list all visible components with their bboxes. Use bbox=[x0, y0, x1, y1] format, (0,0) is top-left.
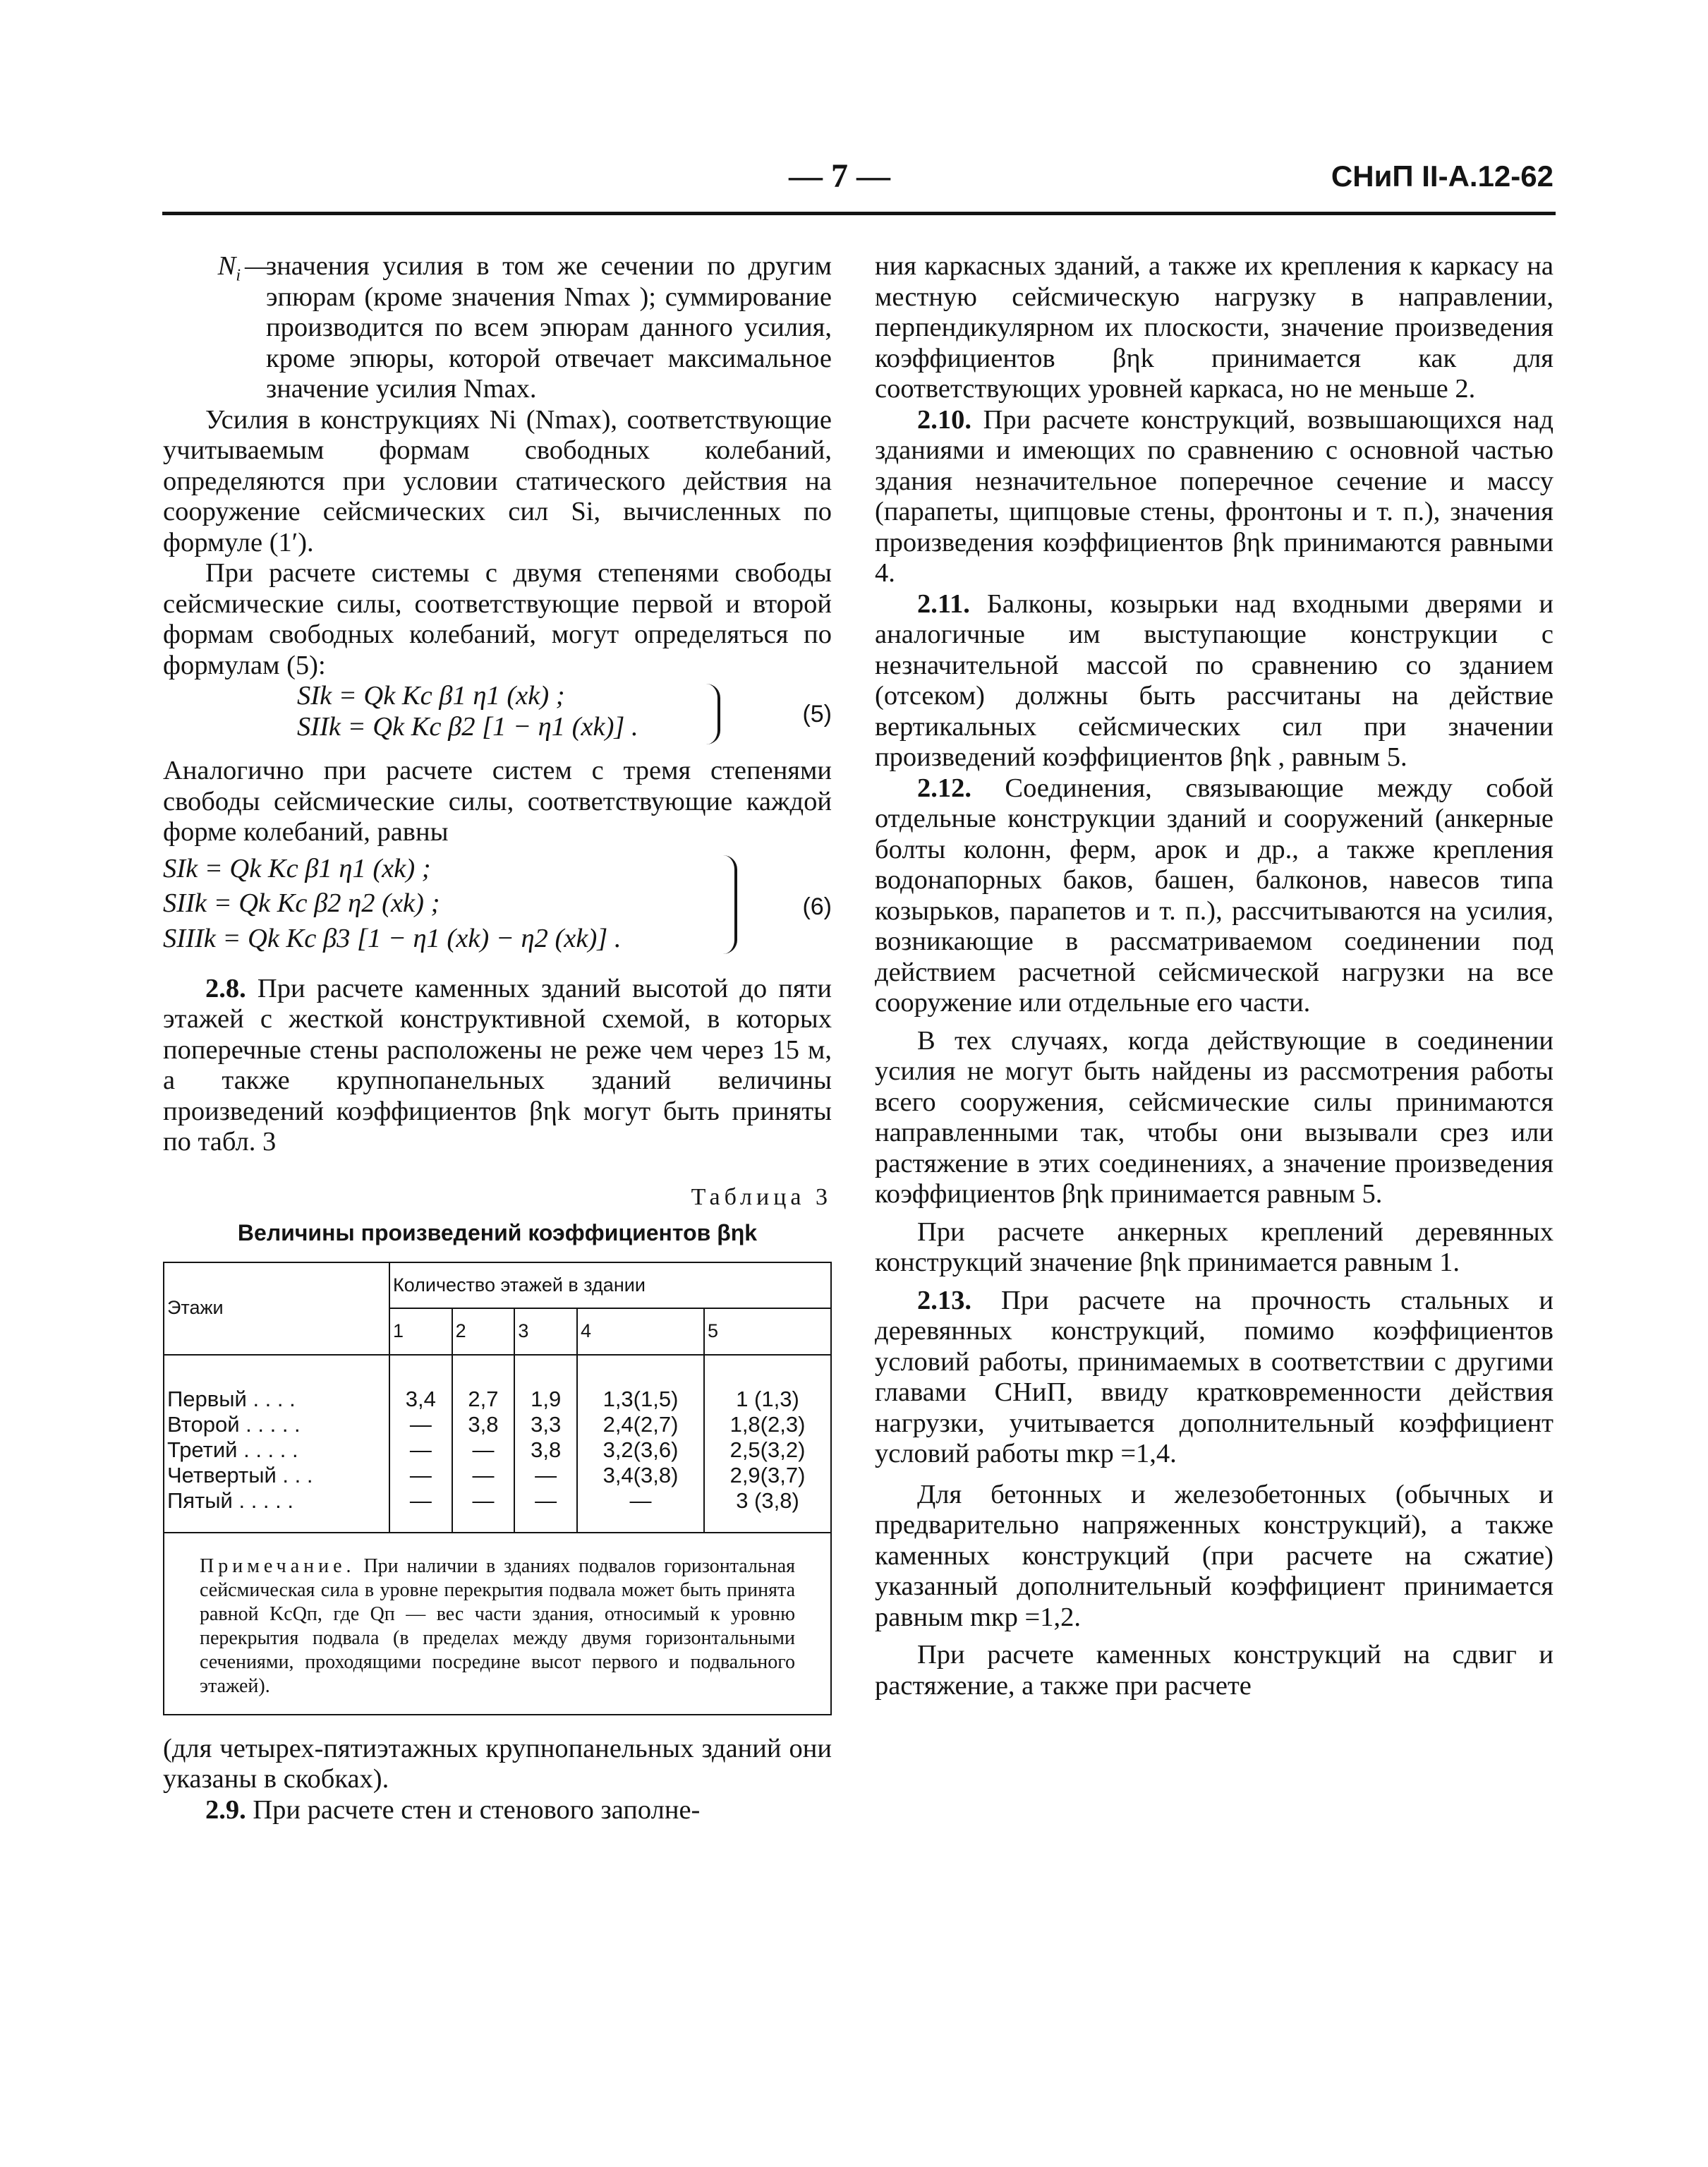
definition-ni bbox=[163, 251, 832, 405]
table-cell: 2,5(3,2) bbox=[704, 1437, 831, 1463]
table-cell: 1,9 bbox=[514, 1355, 577, 1412]
page-number: — 7 — bbox=[789, 157, 890, 195]
table-note-label: Примечание. bbox=[200, 1555, 356, 1577]
table-row bbox=[164, 1355, 831, 1412]
header-rule bbox=[162, 212, 1556, 215]
paragraph-forces: Усилия в конструкциях Ni (Nmax), соответствующие учитываемым формам свободных колебаний, определяются при условии статического действия на сооружение сейсмических сил Si, вычисленных по формуле (1′). bbox=[163, 404, 832, 557]
table-cell: 1,8(2,3) bbox=[704, 1412, 831, 1437]
formula-6-line-3: SIIIk = Qk Kc β3 [1 − η1 (xk) − η2 (xk)] . bbox=[163, 923, 622, 953]
table-cell: — bbox=[452, 1463, 515, 1488]
table-cell: — bbox=[577, 1488, 704, 1533]
clause-2-10-text: При расчете конструкций, возвышающихся над зданиями и имеющих по сравнению с основной частью здания незначительное поперечное сечение и массу (парапеты, щипцовые стены, фронтоны и т. п.), значения произведения коэффициентов βηk принимаются равными 4. bbox=[875, 404, 1553, 588]
table-cell: 2,4(2,7) bbox=[577, 1412, 704, 1437]
paragraph-2-8 bbox=[163, 974, 832, 1158]
table-cell: 1 (1,3) bbox=[704, 1355, 831, 1412]
right-column bbox=[875, 251, 1553, 1701]
paragraph-two-dof: При расчете системы с двумя степенями свободы сейсмические силы, соответствующие первой и второй формам свободных колебаний, могут определяться по формулам (5): bbox=[163, 558, 832, 680]
formula-5 bbox=[163, 681, 832, 749]
coefficient-table bbox=[163, 1262, 832, 1715]
formula-5-number: (5) bbox=[802, 701, 832, 728]
formula-5-line-1: SIk = Qk Kc β1 η1 (xk) ; bbox=[297, 681, 565, 711]
paragraph-concrete: Для бетонных и железобетонных (обычных и предварительно напряженных конструкций), а также каменных конструкций (при расчете на сжатие) указанный дополнительный коэффициент принимается равным mкр =1,2. bbox=[875, 1479, 1553, 1632]
table-cell: — bbox=[452, 1488, 515, 1533]
table-cell-floor: Первый . . . . bbox=[164, 1355, 389, 1412]
table-cell: 3,8 bbox=[452, 1412, 515, 1437]
paragraph-masonry: При расчете каменных конструкций на сдвиг и растяжение, а также при расчете bbox=[875, 1640, 1553, 1701]
table-header-group: Количество этажей в здании bbox=[389, 1262, 831, 1309]
table-note-text: При наличии в зданиях подвалов горизонтальная сейсмическая сила в уровне перекрытия подвала может быть принята равной KcQп, где Qп — вес части здания, относимый к уровню перекрытия подвала (в пределах между двумя горизонтальными сечениями, проходящими посредине высот первого и подвального этажей). bbox=[200, 1555, 796, 1697]
table-note-row bbox=[164, 1533, 831, 1715]
table-header-row bbox=[164, 1262, 831, 1309]
table-cell: — bbox=[389, 1488, 452, 1533]
paragraph-brackets: (для четырех-пятиэтажных крупнопанельных зданий они указаны в скобках). bbox=[163, 1733, 832, 1794]
table-cell-floor: Третий . . . . . bbox=[164, 1437, 389, 1463]
paragraph-2-12 bbox=[875, 773, 1553, 1019]
table-caption: Таблица 3 bbox=[691, 1183, 832, 1210]
paragraph-2-9 bbox=[163, 1795, 832, 1826]
table-cell: — bbox=[452, 1437, 515, 1463]
clause-2-13-number: 2.13. bbox=[917, 1285, 971, 1315]
paragraph-connections: В тех случаях, когда действующие в соединении усилия не могут быть найдены из рассмотрения работы всего сооружения, сейсмические силы принимаются направленными так, чтобы они вызывали срез или растяжение в этих соединениях, а значение произведения коэффициентов βηk принимается равным 5. bbox=[875, 1025, 1553, 1209]
table-cell: 3 (3,8) bbox=[704, 1488, 831, 1533]
table-cell: — bbox=[514, 1488, 577, 1533]
table-cell: — bbox=[389, 1437, 452, 1463]
table-cell-floor: Второй . . . . . bbox=[164, 1412, 389, 1437]
paragraph-anchors: При расчете анкерных креплений деревянных конструкций значение βηk принимается равным 1. bbox=[875, 1217, 1553, 1277]
formula-6-line-2: SIIk = Qk Kc β2 η2 (xk) ; bbox=[163, 888, 440, 918]
table-header-count: 1 bbox=[389, 1308, 452, 1355]
formula-6-number: (6) bbox=[802, 893, 832, 920]
definition-text: значения усилия в том же сечении по другим эпюрам (кроме значения Nmax ); суммирование производится по всем эпюрам данного усилия, кроме эпюры, которой отвечает максимальное значение усилия Nmax. bbox=[266, 251, 832, 404]
clause-2-10-number: 2.10. bbox=[917, 404, 971, 435]
table-row bbox=[164, 1412, 831, 1437]
clause-2-11-text: Балконы, козырьки над входными дверями и аналогичные им выступающие конструкции с незначительной массой по сравнению со зданием (отсеком) должны быть рассчитаны на действие вертикальных сейсмических сил при значении произведений коэффициентов βηk , равным 5. bbox=[875, 588, 1553, 772]
table-cell: — bbox=[514, 1463, 577, 1488]
paragraph-three-dof: Аналогично при расчете систем с тремя степенями свободы сейсмические силы, соответствующие каждой форме колебаний, равны bbox=[163, 756, 832, 847]
table-note bbox=[164, 1533, 831, 1715]
clause-2-12-text: Соединения, связывающие между собой отдельные конструкции зданий и сооружений (анкерные болты колонн, ферм, арок и др., а также крепления водонапорных баков, башен, балконов, навесов типа козырьков, парапетов и т. п.), рассчитываются на усилия, возникающие в рассматриваемом соединении под действием расчетной сейсмической нагрузки на все сооружение или отдельные его части. bbox=[875, 773, 1554, 1018]
table-cell: 3,3 bbox=[514, 1412, 577, 1437]
table-header-count: 3 bbox=[514, 1308, 577, 1355]
clause-2-11-number: 2.11. bbox=[917, 588, 970, 619]
formula-6 bbox=[163, 854, 832, 960]
table-cell: — bbox=[389, 1463, 452, 1488]
table-title: Величины произведений коэффициентов βηk bbox=[237, 1220, 758, 1245]
table-cell: 2,9(3,7) bbox=[704, 1463, 831, 1488]
formula-6-line-1: SIk = Qk Kc β1 η1 (xk) ; bbox=[163, 853, 431, 883]
paragraph-2-10 bbox=[875, 405, 1553, 589]
clause-2-13-text: При расчете на прочность стальных и деревянных конструкций, помимо коэффициентов условий работы, принимаемых в соответствии с другими главами СНиП, ввиду кратковременности действия нагрузки, учитывается дополнительный коэффициент условий работы mкр =1,4. bbox=[875, 1285, 1553, 1468]
table-cell: 3,8 bbox=[514, 1437, 577, 1463]
table-header-count: 2 bbox=[452, 1308, 515, 1355]
table-cell: 1,3(1,5) bbox=[577, 1355, 704, 1412]
table-header-floors: Этажи bbox=[164, 1262, 389, 1355]
table-cell: 3,2(3,6) bbox=[577, 1437, 704, 1463]
table-row bbox=[164, 1463, 831, 1488]
definition-symbol: $N_i$ bbox=[217, 251, 241, 285]
table-cell: 3,4(3,8) bbox=[577, 1463, 704, 1488]
paragraph-2-11 bbox=[875, 589, 1553, 773]
clause-2-9-number: 2.9. bbox=[205, 1794, 246, 1825]
table-cell: 3,4 bbox=[389, 1355, 452, 1412]
clause-2-9-text: При расчете стен и стенового заполне- bbox=[253, 1794, 701, 1825]
paragraph-frame-walls: ния каркасных зданий, а также их крепления к каркасу на местную сейсмическую нагрузку в направлении, перпендикулярном их плоскости, значение произведения коэффициентов βηk принимается как для соответствующих уровней каркаса, но не меньше 2. bbox=[875, 251, 1553, 404]
clause-2-8-text: При расчете каменных зданий высотой до пяти этажей с жесткой конструктивной схемой, в которых поперечные стены расположены не реже чем через 15 м, а также крупнопанельных зданий величины произведений коэффициентов βηk могут быть приняты по табл. 3 bbox=[163, 973, 832, 1157]
table-cell: 2,7 bbox=[452, 1355, 515, 1412]
document-code: СНиП II-А.12-62 bbox=[1331, 159, 1553, 193]
table-header-count: 4 bbox=[577, 1308, 704, 1355]
clause-2-8-number: 2.8. bbox=[205, 973, 246, 1003]
paragraph-2-13 bbox=[875, 1286, 1553, 1470]
definition-dash: — bbox=[245, 251, 272, 281]
table-row bbox=[164, 1437, 831, 1463]
formula-5-line-2: SIIk = Qk Kc β2 [1 − η1 (xk)] . bbox=[297, 711, 638, 742]
formula-6-brace bbox=[720, 855, 737, 954]
table-row bbox=[164, 1488, 831, 1533]
table-header-count: 5 bbox=[704, 1308, 831, 1355]
table-cell-floor: Пятый . . . . . bbox=[164, 1488, 389, 1533]
table-cell: — bbox=[389, 1412, 452, 1437]
left-column bbox=[163, 251, 832, 1825]
clause-2-12-number: 2.12. bbox=[917, 773, 971, 803]
table-cell-floor: Четвертый . . . bbox=[164, 1463, 389, 1488]
formula-5-brace bbox=[706, 684, 720, 744]
